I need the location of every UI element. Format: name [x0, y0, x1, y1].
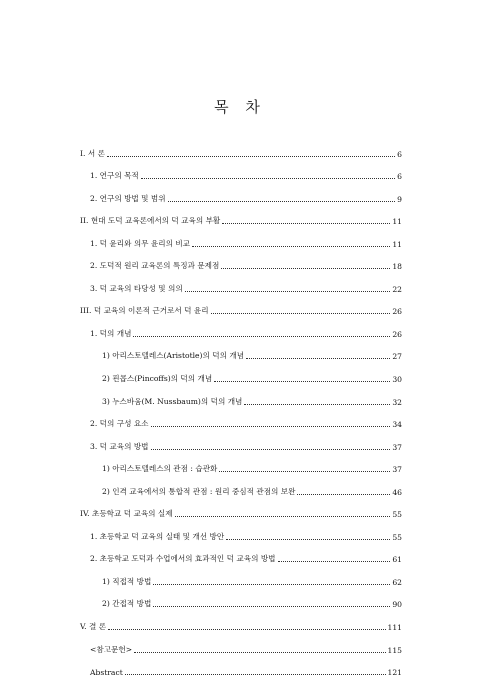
- toc-entry: [80, 159, 402, 182]
- toc-entry-title: 3. 덕 교육의 방법: [90, 441, 149, 451]
- dot-leader: [153, 583, 390, 585]
- toc-entry: [80, 429, 402, 452]
- toc-entry-page: 26: [392, 307, 402, 317]
- toc-entry-title: V. 결 론: [80, 622, 107, 632]
- dot-leader: [221, 267, 390, 269]
- toc-entry-title: 2. 도덕적 원리 교육론의 특징과 문제점: [90, 261, 220, 271]
- toc-entry: [80, 226, 402, 249]
- toc-entry-title: 2) 간접적 방법: [102, 599, 152, 609]
- toc-entry-title: 2. 덕의 구성 요소: [90, 419, 149, 429]
- toc-entry-page: 90: [392, 600, 402, 610]
- toc-entry-page: 9: [397, 194, 402, 204]
- dot-leader: [222, 222, 390, 224]
- toc-entry: [80, 609, 402, 632]
- dot-leader: [125, 673, 386, 675]
- toc-entry-page: 115: [387, 645, 402, 655]
- toc-entry-page: 55: [392, 510, 402, 520]
- dot-leader: [108, 628, 385, 630]
- toc-entry-page: 61: [392, 555, 402, 565]
- toc-entry: [80, 407, 402, 430]
- toc-entry: [80, 181, 402, 204]
- toc-entry-page: 121: [387, 668, 402, 677]
- toc-entry-title: 3. 덕 교육의 타당성 및 의의: [90, 283, 183, 293]
- dot-leader: [244, 403, 390, 405]
- dot-leader: [175, 515, 391, 517]
- table-of-contents: [80, 136, 402, 677]
- dot-leader: [107, 155, 395, 157]
- toc-entry-page: 11: [392, 239, 402, 249]
- dot-leader: [297, 493, 390, 495]
- toc-entry-page: 30: [392, 375, 402, 385]
- toc-entry-page: 46: [392, 487, 402, 497]
- dot-leader: [153, 605, 390, 607]
- toc-entry-title: I. 서 론: [80, 148, 105, 158]
- toc-entry: [80, 519, 402, 542]
- toc-entry: [80, 361, 402, 384]
- dot-leader: [246, 357, 390, 359]
- toc-entry-title: 1) 직접적 방법: [102, 576, 152, 586]
- toc-entry: [80, 136, 402, 159]
- toc-entry: [80, 542, 402, 565]
- toc-entry: [80, 339, 402, 362]
- toc-entry-title: 2) 핀콥스(Pincoffs)의 덕의 개념: [102, 374, 213, 384]
- dot-leader: [192, 245, 390, 247]
- dot-leader: [211, 312, 391, 314]
- toc-entry-page: 6: [397, 172, 402, 182]
- dot-leader: [214, 380, 390, 382]
- toc-entry-page: 37: [392, 465, 402, 475]
- toc-entry-title: II. 현대 도덕 교육론에서의 덕 교육의 부활: [80, 216, 221, 226]
- toc-entry-page: 34: [392, 420, 402, 430]
- dot-leader: [185, 290, 391, 292]
- toc-entry-title: IV. 초등학교 덕 교육의 실제: [80, 509, 173, 519]
- toc-entry-title: 1. 덕 윤리와 의무 윤리의 비교: [90, 238, 191, 248]
- toc-entry-page: 37: [392, 442, 402, 452]
- toc-entry: [80, 294, 402, 317]
- toc-entry-title: 2. 초등학교 도덕과 수업에서의 효과적인 덕 교육의 방법: [90, 554, 276, 564]
- toc-entry-page: 111: [387, 623, 402, 633]
- dot-leader: [168, 200, 396, 202]
- dot-leader: [226, 538, 390, 540]
- toc-entry: [80, 452, 402, 475]
- toc-entry: [80, 632, 402, 655]
- toc-entry: [80, 497, 402, 520]
- toc-entry-title: 1. 초등학교 덕 교육의 실태 및 개선 방안: [90, 531, 225, 541]
- dot-leader: [141, 177, 395, 179]
- toc-entry: [80, 204, 402, 227]
- toc-entry-title: <참고문헌>: [90, 644, 133, 654]
- toc-entry-page: 22: [392, 284, 402, 294]
- toc-entry: [80, 249, 402, 272]
- toc-entry-title: 2. 연구의 방법 및 범위: [90, 193, 166, 203]
- toc-entry-page: 26: [392, 329, 402, 339]
- dot-leader: [278, 560, 391, 562]
- page-title: 목 차: [214, 98, 266, 116]
- toc-entry-title: 1) 아리스토텔레스(Aristotle)의 덕의 개념: [102, 351, 245, 361]
- toc-entry-title: 2) 인격 교육에서의 통합적 관점 : 원리 중심적 관점의 보완: [102, 486, 296, 496]
- toc-entry-page: 11: [392, 217, 402, 227]
- toc-entry-page: 55: [392, 532, 402, 542]
- dot-leader: [134, 651, 385, 653]
- toc-entry: [80, 655, 402, 677]
- toc-entry: [80, 384, 402, 407]
- toc-entry: [80, 474, 402, 497]
- toc-entry-title: 1. 연구의 목적: [90, 171, 139, 181]
- toc-entry-title: Abstract: [90, 668, 123, 677]
- toc-entry-page: 6: [397, 149, 402, 159]
- toc-entry-page: 27: [392, 352, 402, 362]
- toc-entry-page: 32: [392, 397, 402, 407]
- dot-leader: [151, 425, 391, 427]
- toc-entry-title: III. 덕 교육의 이론적 근거로서 덕 윤리: [80, 306, 209, 316]
- toc-entry-title: 1. 덕의 개념: [90, 328, 132, 338]
- toc-entry: [80, 316, 402, 339]
- dot-leader: [133, 335, 390, 337]
- toc-entry: [80, 271, 402, 294]
- dot-leader: [151, 448, 391, 450]
- toc-entry: [80, 587, 402, 610]
- toc-entry-page: 62: [392, 577, 402, 587]
- toc-entry-title: 3) 누스바움(M. Nussbaum)의 덕의 개념: [102, 396, 243, 406]
- toc-entry-title: 1) 아리스토텔레스의 관점 : 습관화: [102, 464, 218, 474]
- toc-entry: [80, 564, 402, 587]
- dot-leader: [219, 470, 390, 472]
- toc-entry-page: 18: [392, 262, 402, 272]
